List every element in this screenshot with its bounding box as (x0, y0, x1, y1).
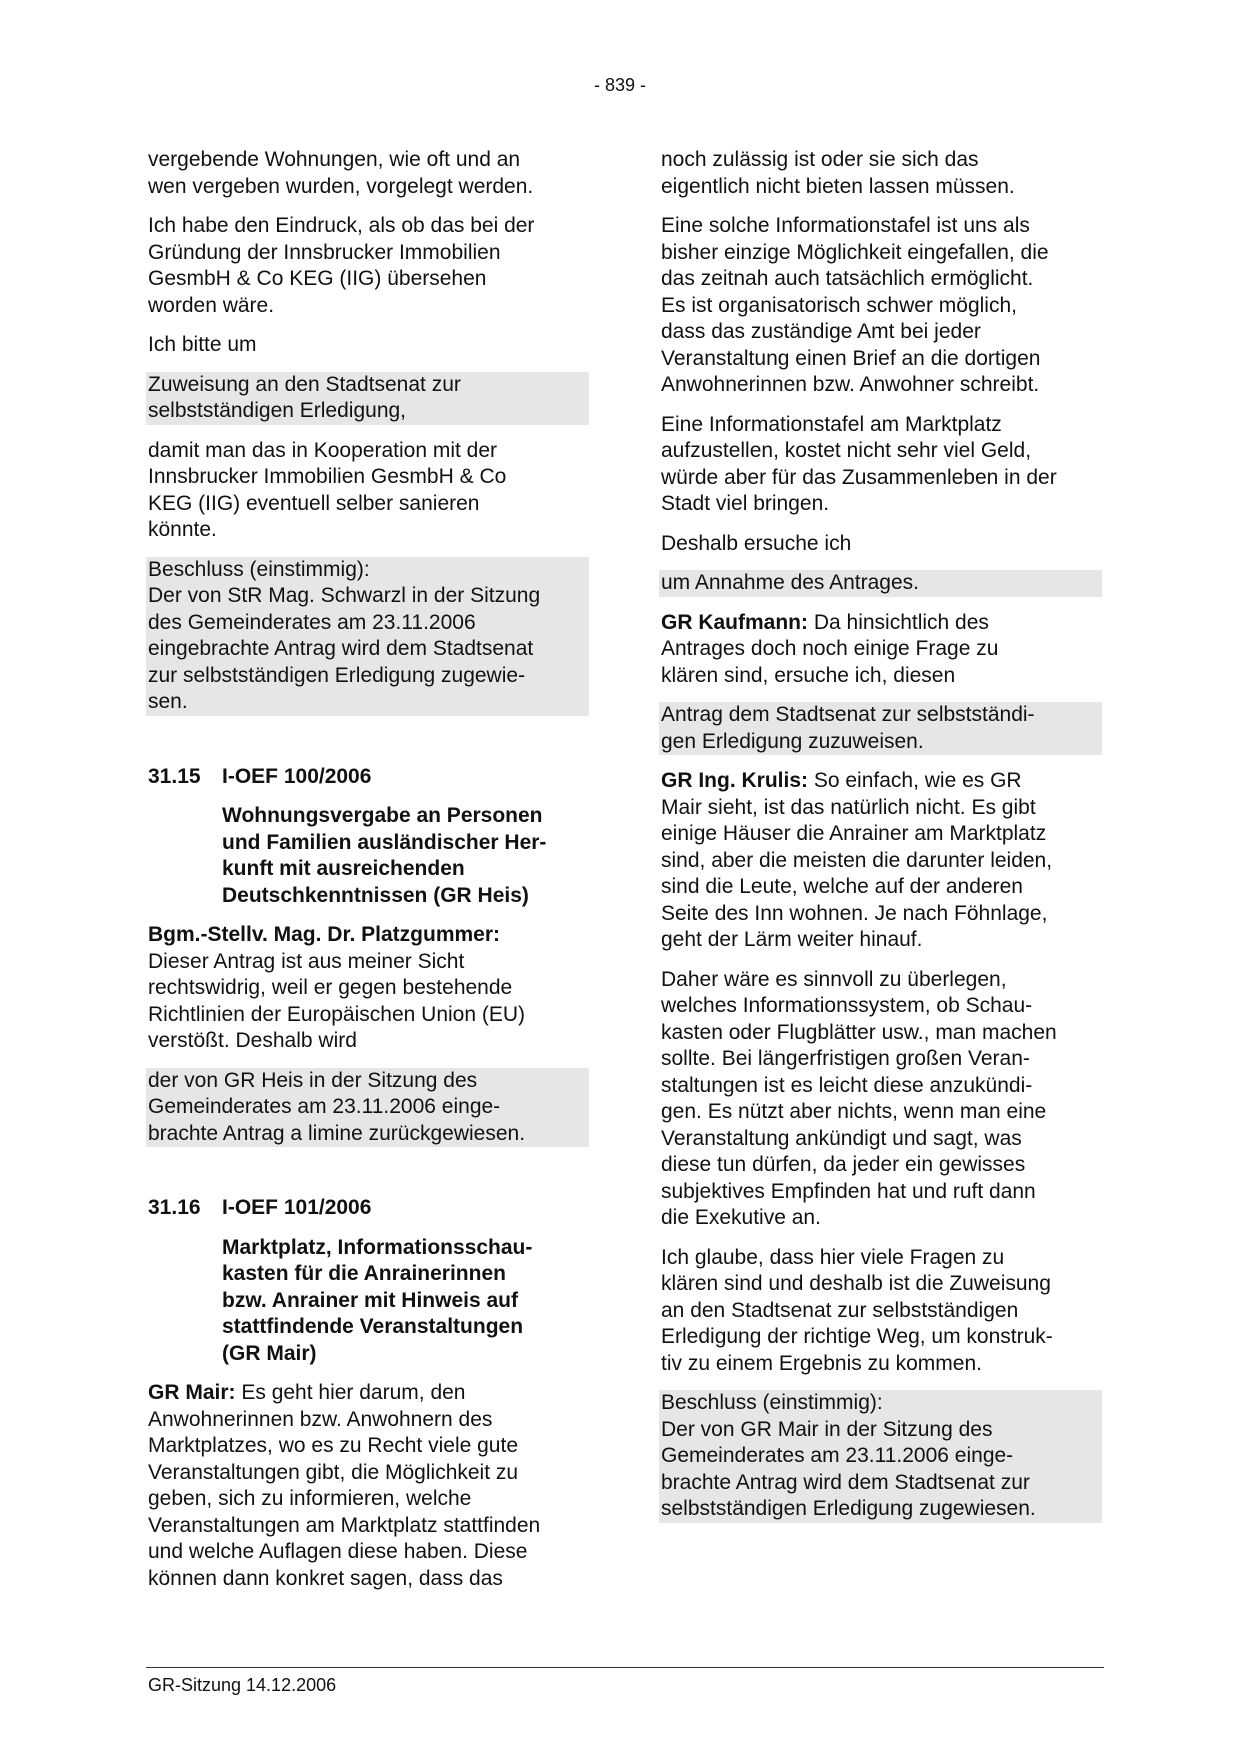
section-title: Marktplatz, Informationsschau- kasten für die Anrainerinnen bzw. Anrainer mit Hinweis auf stattfindende Veranstaltungen (GR Mair) (222, 1235, 533, 1365)
motion-highlight: Antrag dem Stadtsenat zur selbstständi- gen Erledigung zuzuweisen. (659, 702, 1102, 755)
section-title: Wohnungsvergabe an Personen und Familien ausländischer Her- kunft mit ausreichenden Deutschkenntnissen (GR Heis) (222, 804, 547, 907)
section-code: I-OEF 100/2006 (222, 764, 372, 788)
speech-text: So einfach, wie es GR Mair sieht, ist das natürlich nicht. Es gibt einige Häuser die Anrainer am Marktplatz sind, aber die meisten die darunter leiden, sind die Leute, welche auf der anderen Seite des Inn wohnen. Je nach Föhnlage, geht der Lärm weiter hinauf. (661, 769, 1053, 951)
left-column (146, 147, 589, 1605)
right-column (659, 147, 1102, 1536)
speaker-name: GR Kaufmann: (661, 610, 808, 634)
section-number: 31.15 (148, 764, 201, 788)
speech-text: Es geht hier darum, den Anwohnerinnen bzw. Anwohnern des Marktplatzes, wo es zu Recht viele gute Veranstaltungen gibt, die Möglichkeit zu geben, sich zu informieren, welche Veranstaltungen am Marktplatz stattfinden und welche Auflagen diese haben. Diese können dann konkret sagen, dass das (148, 1381, 541, 1590)
speaker-name: GR Ing. Krulis: (661, 769, 808, 792)
footer-divider (146, 1667, 1104, 1668)
speaker-paragraph (148, 922, 589, 1055)
resolution-text: Der von StR Mag. Schwarzl in der Sitzung des Gemeinderates am 23.11.2006 eingebrachte Antrag wird dem Stadtsenat zur selbstständigen Erledigung zugewie- sen. (146, 583, 589, 716)
paragraph: damit man das in Kooperation mit der Innsbrucker Immobilien GesmbH & Co KEG (IIG) eventuell selber sanieren könnte. (148, 438, 507, 541)
paragraph: Ich habe den Eindruck, als ob das bei der Gründung der Innsbrucker Immobilien GesmbH & Co KEG (IIG) übersehen worden wäre. (148, 214, 535, 317)
section-31-15 (148, 764, 589, 910)
speaker-name: GR Mair: (148, 1381, 236, 1404)
speech-text: Dieser Antrag ist aus meiner Sicht rechtswidrig, weil er gegen bestehende Richtlinien der Europäischen Union (EU) verstößt. Deshalb wird (148, 949, 526, 1052)
speech-text: Da hinsichtlich des Antrages doch noch einige Frage zu klären sind, ersuche ich, diesen (661, 610, 999, 687)
speaker-paragraph (661, 610, 1102, 690)
paragraph: Daher wäre es sinnvoll zu überlegen, welches Informationssystem, ob Schau- kasten oder Flugblätter usw., man machen sollte. Bei längerfristigen großen Veran- staltungen ist es leicht diese anzukündi- gen. Es nützt aber nichts, wenn man eine Veranstaltung ankündigt und sagt, was diese tun dürfen, da jeder ein gewisses subjektives Empfinden hat und ruft dann die Exekutive an. (661, 967, 1057, 1229)
section-31-16 (148, 1195, 589, 1367)
paragraph: Ich bitte um (148, 333, 257, 356)
resolution-label: Beschluss (einstimmig): (146, 557, 589, 584)
paragraph: noch zulässig ist oder sie sich das eigentlich nicht bieten lassen müssen. (661, 148, 1015, 198)
resolution-text: Der von GR Mair in der Sitzung des Gemeinderates am 23.11.2006 einge- brachte Antrag wird dem Stadtsenat zur selbstständigen Erledigung zugewiesen. (659, 1417, 1102, 1523)
section-number: 31.16 (148, 1196, 201, 1219)
resolution-label: Beschluss (einstimmig): (659, 1390, 1102, 1417)
paragraph: Eine solche Informationstafel ist uns als bisher einzige Möglichkeit eingefallen, die das zeitnah auch tatsächlich ermöglicht. Es ist organisatorisch schwer möglich, dass das zuständige Amt bei jeder Veranstaltung einen Brief an die dortigen Anwohnerinnen bzw. Anwohner schreibt. (661, 214, 1049, 396)
footer-session-date: GR-Sitzung 14.12.2006 (148, 1675, 337, 1695)
paragraph: Eine Informationstafel am Marktplatz aufzustellen, kostet nicht sehr viel Geld, würde aber für das Zusammenleben in der Stadt viel bringen. (661, 412, 1057, 515)
speaker-paragraph (148, 1380, 589, 1592)
paragraph: Deshalb ersuche ich (661, 531, 852, 555)
page-number: - 839 - (593, 75, 647, 95)
resolution-text: der von GR Heis in der Sitzung des Gemeinderates am 23.11.2006 einge- brachte Antrag a limine zurückgewiesen. (146, 1068, 589, 1148)
motion-highlight: Zuweisung an den Stadtsenat zur selbstständigen Erledigung, (146, 372, 589, 425)
paragraph: vergebende Wohnungen, wie oft und an wen vergeben wurden, vorgelegt werden. (148, 148, 534, 198)
section-code: I-OEF 101/2006 (222, 1196, 372, 1219)
speaker-paragraph (661, 768, 1102, 954)
paragraph: Ich glaube, dass hier viele Fragen zu klären sind und deshalb ist die Zuweisung an den Stadtsenat zur selbstständigen Erledigung der richtige Weg, um konstruk- tiv zu einem Ergebnis zu kommen. (661, 1245, 1053, 1375)
motion-highlight: um Annahme des Antrages. (659, 570, 1102, 597)
speaker-name: Bgm.-Stellv. Mag. Dr. Platzgummer: (148, 923, 501, 946)
